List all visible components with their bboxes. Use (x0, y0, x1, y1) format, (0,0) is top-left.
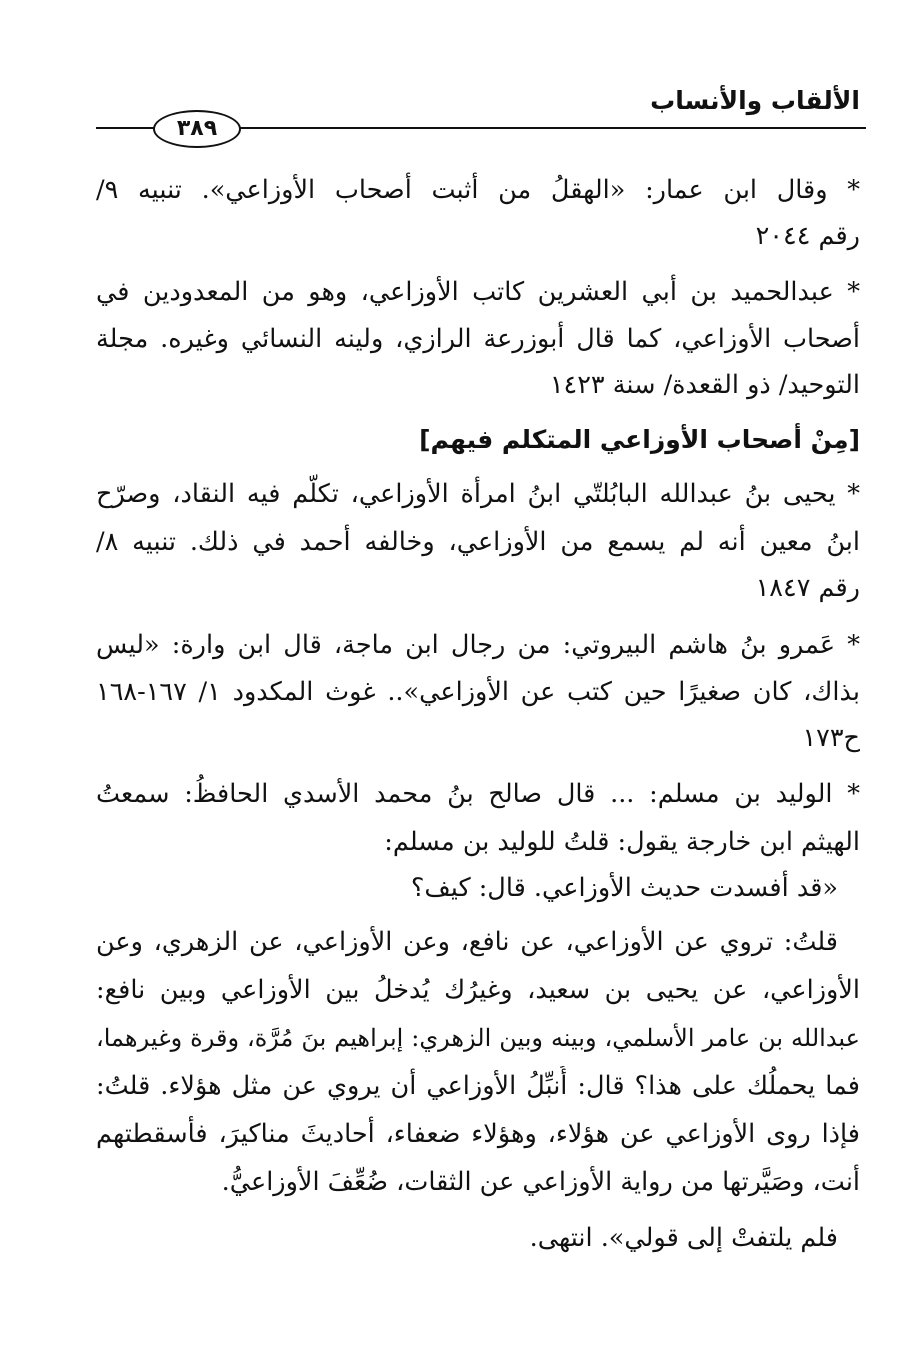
text-line: * الوليد بن مسلم: ... قال صالح بنُ محمد الأسدي الحافظُ: سمعتُ (96, 779, 860, 809)
text-line: رقم ١٨٤٧ (755, 573, 860, 603)
section-heading: [مِنْ أصحاب الأوزاعي المتكلم فيهم] (419, 425, 860, 454)
text-line: فما يحملُك على هذا؟ قال: أُنبِّلُ الأوزاعي أن يروي عن مثل هؤلاء. قلتُ: (96, 1071, 860, 1101)
text-line: «قد أفسدت حديث الأوزاعي. قال: كيف؟ (410, 873, 838, 903)
text-line: أصحاب الأوزاعي، كما قال أبوزرعة الرازي، ولينه النسائي وغيره. مجلة (96, 324, 860, 354)
text-line: أنت، وصَيَّرتها من رواية الأوزاعي عن الثقات، ضُعِّفَ الأوزاعيُّ. (221, 1167, 860, 1197)
text-line: بذاك، كان صغيرًا حين كتب عن الأوزاعي».. غوث المكدود ١/ ١٦٧-١٦٨ (96, 677, 860, 707)
running-header-title: الألقاب والأنساب (650, 86, 860, 115)
text-line: * وقال ابن عمار: «الهقلُ من أثبت أصحاب الأوزاعي». تنبيه ٩/ (96, 175, 860, 205)
text-line: قلتُ: تروي عن الأوزاعي، عن نافع، وعن الأوزاعي، عن الزهري، وعن (96, 927, 838, 957)
text-line: * عبدالحميد بن أبي العشرين كاتب الأوزاعي، وهو من المعدودين في (96, 277, 860, 307)
text-line: فلم يلتفتْ إلى قولي». انتهى. (529, 1223, 838, 1253)
text-line: فإذا روى الأوزاعي عن هؤلاء، وهؤلاء ضعفاء، أحاديثَ مناكيرَ، فأسقطتهم (96, 1119, 860, 1149)
text-line: * عَمرو بنُ هاشم البيروتي: من رجال ابن ماجة، قال ابن وارة: «ليس (96, 630, 860, 660)
text-line: الأوزاعي، عن يحيى بن سعيد، وغيرُك يُدخلُ بين الأوزاعي وبين نافع: (96, 975, 860, 1005)
text-line: ح١٧٣ (802, 723, 860, 753)
text-line: الهيثم ابن خارجة يقول: قلتُ للوليد بن مسلم: (384, 827, 860, 857)
text-line: * يحيى بنُ عبدالله البابُلتّي ابنُ امرأة الأوزاعي، تكلّم فيه النقاد، وصرّح (96, 479, 860, 509)
text-line: التوحيد/ ذو القعدة/ سنة ١٤٢٣ (549, 370, 860, 400)
text-line: ابنُ معين أنه لم يسمع من الأوزاعي، وخالفه أحمد في ذلك. تنبيه ٨/ (96, 527, 860, 557)
text-line: رقم ٢٠٤٤ (755, 221, 860, 251)
text-line: عبدالله بن عامر الأسلمي، وبينه وبين الزهري: إبراهيم بنَ مُرَّة، وقرة وغيرهما، (96, 1024, 860, 1052)
page-number-badge: ٣٨٩ (153, 110, 241, 148)
